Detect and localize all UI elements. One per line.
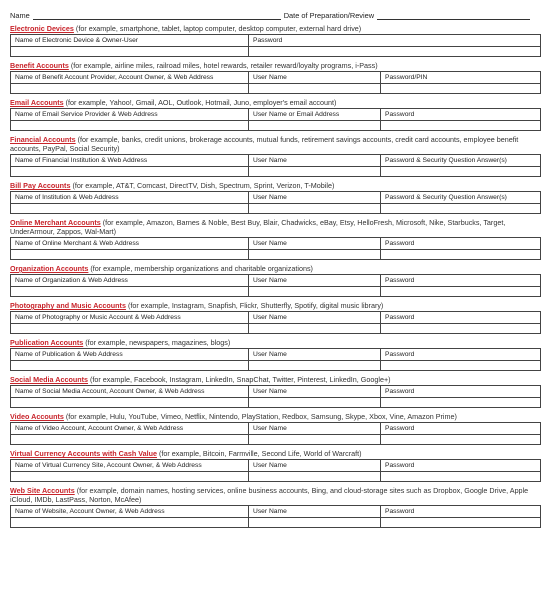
column-header: Password (381, 506, 541, 518)
entry-cell[interactable] (11, 167, 249, 177)
section-category: Financial Accounts (10, 135, 76, 144)
entry-cell[interactable] (381, 84, 541, 94)
entry-cell[interactable] (11, 435, 249, 445)
section-category: Organization Accounts (10, 264, 89, 273)
table-header-row (11, 386, 541, 398)
column-header: Name of Virtual Currency Site, Account Owner, & Web Address (11, 460, 249, 472)
section-heading (10, 338, 540, 347)
column-header: Name of Financial Institution & Web Address (11, 155, 249, 167)
entry-cell[interactable] (249, 324, 381, 334)
column-header: User Name (249, 72, 381, 84)
entry-cell[interactable] (249, 204, 381, 214)
column-header: Name of Online Merchant & Web Address (11, 238, 249, 250)
column-header: Password (381, 312, 541, 324)
account-section (10, 301, 540, 334)
table-row (11, 518, 541, 528)
table-row (11, 398, 541, 408)
section-category: Bill Pay Accounts (10, 181, 71, 190)
entry-table (10, 311, 541, 334)
section-description: (for example, newspapers, magazines, blogs) (83, 338, 231, 347)
table-header-row (11, 460, 541, 472)
entry-cell[interactable] (381, 204, 541, 214)
entry-cell[interactable] (381, 121, 541, 131)
entry-cell[interactable] (381, 167, 541, 177)
entry-cell[interactable] (249, 287, 381, 297)
entry-table (10, 459, 541, 482)
table-row (11, 435, 541, 445)
table-header-row (11, 506, 541, 518)
column-header: User Name (249, 460, 381, 472)
name-label: Name (10, 11, 30, 20)
column-header: Password (381, 238, 541, 250)
date-label: Date of Preparation/Review (283, 11, 375, 20)
entry-cell[interactable] (381, 518, 541, 528)
section-heading (10, 486, 540, 504)
entry-table (10, 385, 541, 408)
entry-cell[interactable] (11, 250, 249, 260)
section-heading (10, 449, 540, 458)
account-section (10, 449, 540, 482)
column-header: User Name (249, 192, 381, 204)
column-header: Password (249, 35, 541, 47)
column-header: Name of Benefit Account Provider, Account Owner, & Web Address (11, 72, 249, 84)
form-header (10, 8, 540, 20)
section-description: (for example, Amazon, Barnes & Noble, Best Buy, Blair, Chadwicks, eBay, Etsy, HelloFresh, Microsoft, Nike, Starbucks, Target, UnderArmour, Zappos, Wal-Mart) (10, 218, 506, 236)
column-header: Password (381, 109, 541, 121)
entry-cell[interactable] (381, 472, 541, 482)
account-section (10, 218, 540, 260)
table-header-row (11, 275, 541, 287)
column-header: Password (381, 275, 541, 287)
table-header-row (11, 238, 541, 250)
column-header: Password/PIN (381, 72, 541, 84)
name-field[interactable] (33, 11, 281, 20)
account-section (10, 98, 540, 131)
column-header: User Name (249, 349, 381, 361)
section-category: Email Accounts (10, 98, 64, 107)
section-category: Virtual Currency Accounts with Cash Value (10, 449, 157, 458)
account-section (10, 135, 540, 177)
column-header: Password (381, 460, 541, 472)
entry-cell[interactable] (249, 361, 381, 371)
table-row (11, 167, 541, 177)
section-heading (10, 61, 540, 70)
entry-cell[interactable] (11, 472, 249, 482)
entry-cell[interactable] (11, 121, 249, 131)
column-header: Name of Organization & Web Address (11, 275, 249, 287)
column-header: User Name (249, 423, 381, 435)
entry-cell[interactable] (11, 518, 249, 528)
account-section (10, 264, 540, 297)
column-header: User Name (249, 155, 381, 167)
entry-cell[interactable] (249, 435, 381, 445)
table-row (11, 250, 541, 260)
table-header-row (11, 192, 541, 204)
column-header: User Name (249, 386, 381, 398)
entry-cell[interactable] (249, 167, 381, 177)
entry-cell[interactable] (11, 287, 249, 297)
section-heading (10, 98, 540, 107)
account-section (10, 375, 540, 408)
section-heading (10, 301, 540, 310)
date-field[interactable] (377, 11, 530, 20)
column-header: Name of Video Account, Account Owner, & Web Address (11, 423, 249, 435)
entry-cell[interactable] (11, 84, 249, 94)
table-row (11, 84, 541, 94)
entry-cell[interactable] (11, 324, 249, 334)
entry-cell[interactable] (249, 84, 381, 94)
section-heading (10, 135, 540, 153)
table-header-row (11, 312, 541, 324)
section-category: Photography and Music Accounts (10, 301, 126, 310)
account-section (10, 486, 540, 528)
entry-cell[interactable] (381, 435, 541, 445)
entry-cell[interactable] (381, 398, 541, 408)
section-description: (for example, Instagram, Snapfish, Flickr, Shutterfly, Spotify, digital music library) (125, 301, 384, 310)
section-description: (for example, Bitcoin, Farmville, Second Life, World of Warcraft) (157, 449, 362, 458)
entry-table (10, 154, 541, 177)
entry-table (10, 505, 541, 528)
entry-table (10, 71, 541, 94)
entry-table (10, 348, 541, 371)
column-header: Password (381, 386, 541, 398)
entry-cell[interactable] (249, 47, 541, 57)
column-header: Password & Security Question Answer(s) (381, 192, 541, 204)
sections-container (10, 24, 540, 528)
section-category: Video Accounts (10, 412, 64, 421)
entry-cell[interactable] (11, 204, 249, 214)
table-row (11, 324, 541, 334)
table-row (11, 204, 541, 214)
entry-cell[interactable] (249, 518, 381, 528)
section-heading (10, 218, 540, 236)
column-header: Name of Social Media Account, Account Owner, & Web Address (11, 386, 249, 398)
column-header: Name of Electronic Device & Owner-User (11, 35, 249, 47)
column-header: User Name (249, 506, 381, 518)
entry-cell[interactable] (249, 121, 381, 131)
column-header: Password (381, 423, 541, 435)
section-description: (for example, AT&T, Comcast, DirectTV, Dish, Spectrum, Sprint, Verizon, T-Mobile) (70, 181, 335, 190)
entry-cell[interactable] (381, 361, 541, 371)
column-header: Password & Security Question Answer(s) (381, 155, 541, 167)
entry-cell[interactable] (381, 324, 541, 334)
section-heading (10, 24, 540, 33)
table-row (11, 47, 541, 57)
section-description: (for example, Facebook, Instagram, LinkedIn, SnapChat, Twitter, Pinterest, LinkedIn, Google+) (88, 375, 391, 384)
table-row (11, 287, 541, 297)
account-section (10, 61, 540, 94)
entry-table (10, 274, 541, 297)
entry-cell[interactable] (249, 472, 381, 482)
entry-table (10, 191, 541, 214)
entry-cell[interactable] (381, 250, 541, 260)
entry-table (10, 422, 541, 445)
column-header: Name of Institution & Web Address (11, 192, 249, 204)
column-header: User Name (249, 312, 381, 324)
table-row (11, 361, 541, 371)
section-description: (for example, domain names, hosting services, online business accounts, Bing, and cloud-storage sites such as Dropbox, Google Drive, Apple iCloud, IMDb, LastPass, Norton, McAfee) (10, 486, 529, 504)
account-section (10, 338, 540, 371)
column-header: Name of Photography or Music Account & Web Address (11, 312, 249, 324)
section-heading (10, 181, 540, 190)
entry-table (10, 237, 541, 260)
table-header-row (11, 349, 541, 361)
entry-table (10, 108, 541, 131)
entry-cell[interactable] (11, 47, 249, 57)
table-header-row (11, 72, 541, 84)
column-header: Name of Publication & Web Address (11, 349, 249, 361)
section-heading (10, 264, 540, 273)
entry-cell[interactable] (249, 398, 381, 408)
section-category: Electronic Devices (10, 24, 74, 33)
section-description: (for example, membership organizations and charitable organizations) (88, 264, 313, 273)
table-header-row (11, 35, 541, 47)
account-section (10, 181, 540, 214)
column-header: User Name or Email Address (249, 109, 381, 121)
table-row (11, 472, 541, 482)
entry-cell[interactable] (11, 361, 249, 371)
section-heading (10, 375, 540, 384)
table-header-row (11, 155, 541, 167)
account-section (10, 24, 540, 57)
account-section (10, 412, 540, 445)
table-header-row (11, 423, 541, 435)
section-description: (for example, Yahoo!, Gmail, AOL, Outlook, Hotmail, Juno, employer's email account) (63, 98, 337, 107)
column-header: User Name (249, 238, 381, 250)
section-category: Web Site Accounts (10, 486, 75, 495)
section-description: (for example, smartphone, tablet, laptop computer, desktop computer, external hard drive) (73, 24, 362, 33)
section-description: (for example, airline miles, railroad miles, hotel rewards, retailer reward/loyalty programs, i-Pass) (68, 61, 378, 70)
section-category: Online Merchant Accounts (10, 218, 101, 227)
section-heading (10, 412, 540, 421)
table-row (11, 121, 541, 131)
entry-table (10, 34, 541, 57)
entry-cell[interactable] (11, 398, 249, 408)
entry-cell[interactable] (381, 287, 541, 297)
entry-cell[interactable] (249, 250, 381, 260)
section-description: (for example, banks, credit unions, brokerage accounts, mutual funds, retirement savings accounts, credit card accounts, employee benefit accounts, PayPal, Social Security) (10, 135, 519, 153)
column-header: Password (381, 349, 541, 361)
section-description: (for example, Hulu, YouTube, Vimeo, Netflix, Nintendo, PlayStation, Redbox, Samsung, Skype, Xbox, Vine, Amazon Prime) (63, 412, 457, 421)
table-header-row (11, 109, 541, 121)
column-header: Name of Email Service Provider & Web Address (11, 109, 249, 121)
column-header: Name of Website, Account Owner, & Web Address (11, 506, 249, 518)
column-header: User Name (249, 275, 381, 287)
section-category: Benefit Accounts (10, 61, 69, 70)
section-category: Social Media Accounts (10, 375, 89, 384)
section-category: Publication Accounts (10, 338, 84, 347)
